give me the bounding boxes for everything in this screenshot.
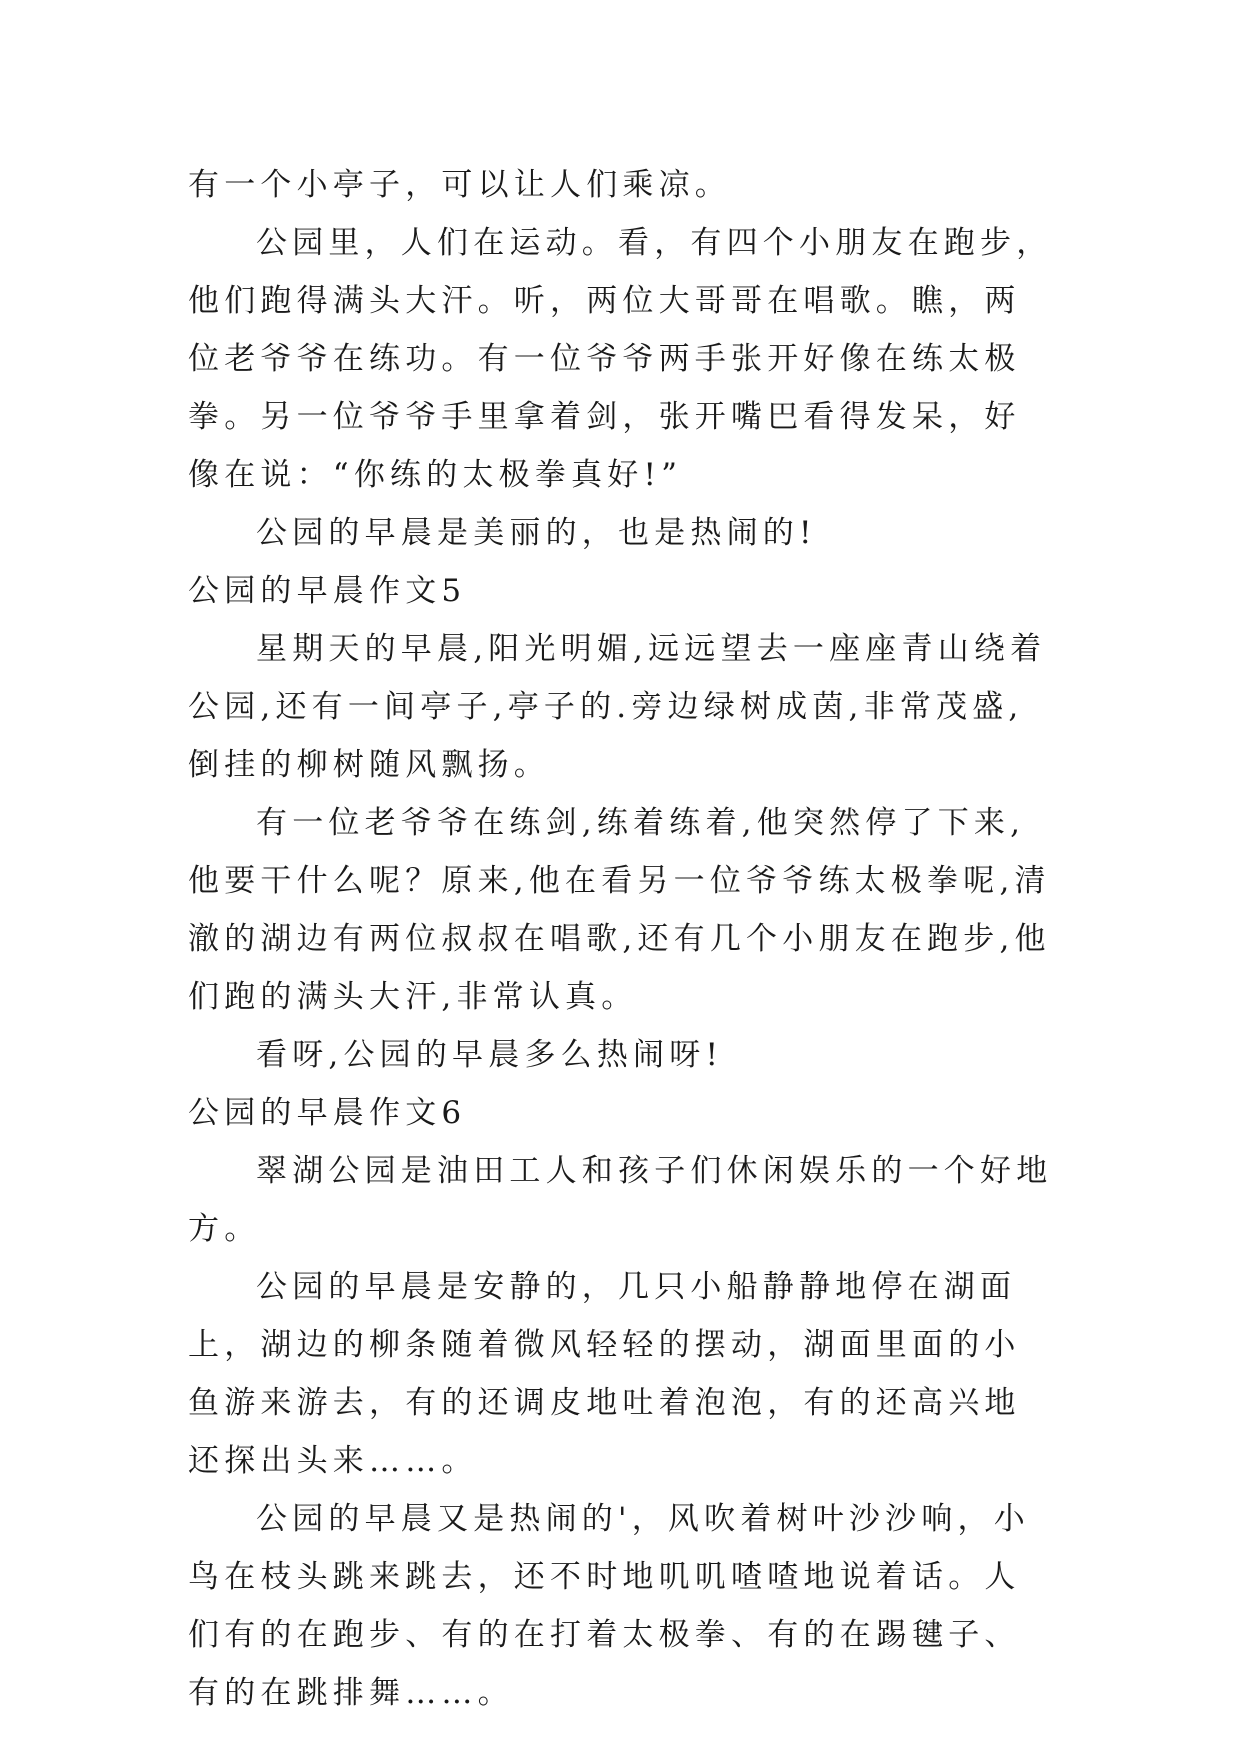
paragraph-9: 翠湖公园是油田工人和孩子们休闲娱乐的一个好地方。 [188, 1153, 1053, 1247]
section-heading-5: 公园的早晨作文5 [188, 573, 467, 609]
paragraph-3: 公园的早晨是美丽的，也是热闹的! [256, 515, 817, 551]
paragraph-10: 公园的早晨是安静的，几只小船静静地停在湖面上，湖边的柳条随着微风轻轻的摆动，湖面里面的小鱼游来游去，有的还调皮地吐着泡泡，有的还高兴地还探出头来……。 [188, 1269, 1021, 1479]
paragraph-1: 有一个小亭子，可以让人们乘凉。 [188, 167, 731, 203]
paragraph-7: 看呀,公园的早晨多么热闹呀! [256, 1037, 724, 1073]
document-body [188, 156, 1054, 1722]
paragraph-11: 公园的早晨又是热闹的'，风吹着树叶沙沙响，小鸟在枝头跳来跳去，还不时地叽叽喳喳地说着话。人们有的在跑步、有的在打着太极拳、有的在踢毽子、有的在跳排舞……。 [188, 1501, 1030, 1711]
paragraph-6: 有一位老爷爷在练剑,练着练着,他突然停了下来,他要干什么呢？原来,他在看另一位爷爷练太极拳呢,清澈的湖边有两位叔叔在唱歌,还有几个小朋友在跑步,他们跑的满头大汗,非常认真。 [188, 805, 1051, 1015]
paragraph-5: 星期天的早晨,阳光明媚,远远望去一座座青山绕着公园,还有一间亭子,亭子的.旁边绿树成茵,非常茂盛,倒挂的柳树随风飘扬。 [188, 631, 1047, 783]
section-heading-6: 公园的早晨作文6 [188, 1095, 467, 1131]
paragraph-2: 公园里，人们在运动。看，有四个小朋友在跑步，他们跑得满头大汗。听，两位大哥哥在唱歌。瞧，两位老爷爷在练功。有一位爷爷两手张开好像在练太极拳。另一位爷爷手里拿着剑，张开嘴巴看得发呆，好像在说：“你练的太极拳真好!” [188, 225, 1053, 493]
